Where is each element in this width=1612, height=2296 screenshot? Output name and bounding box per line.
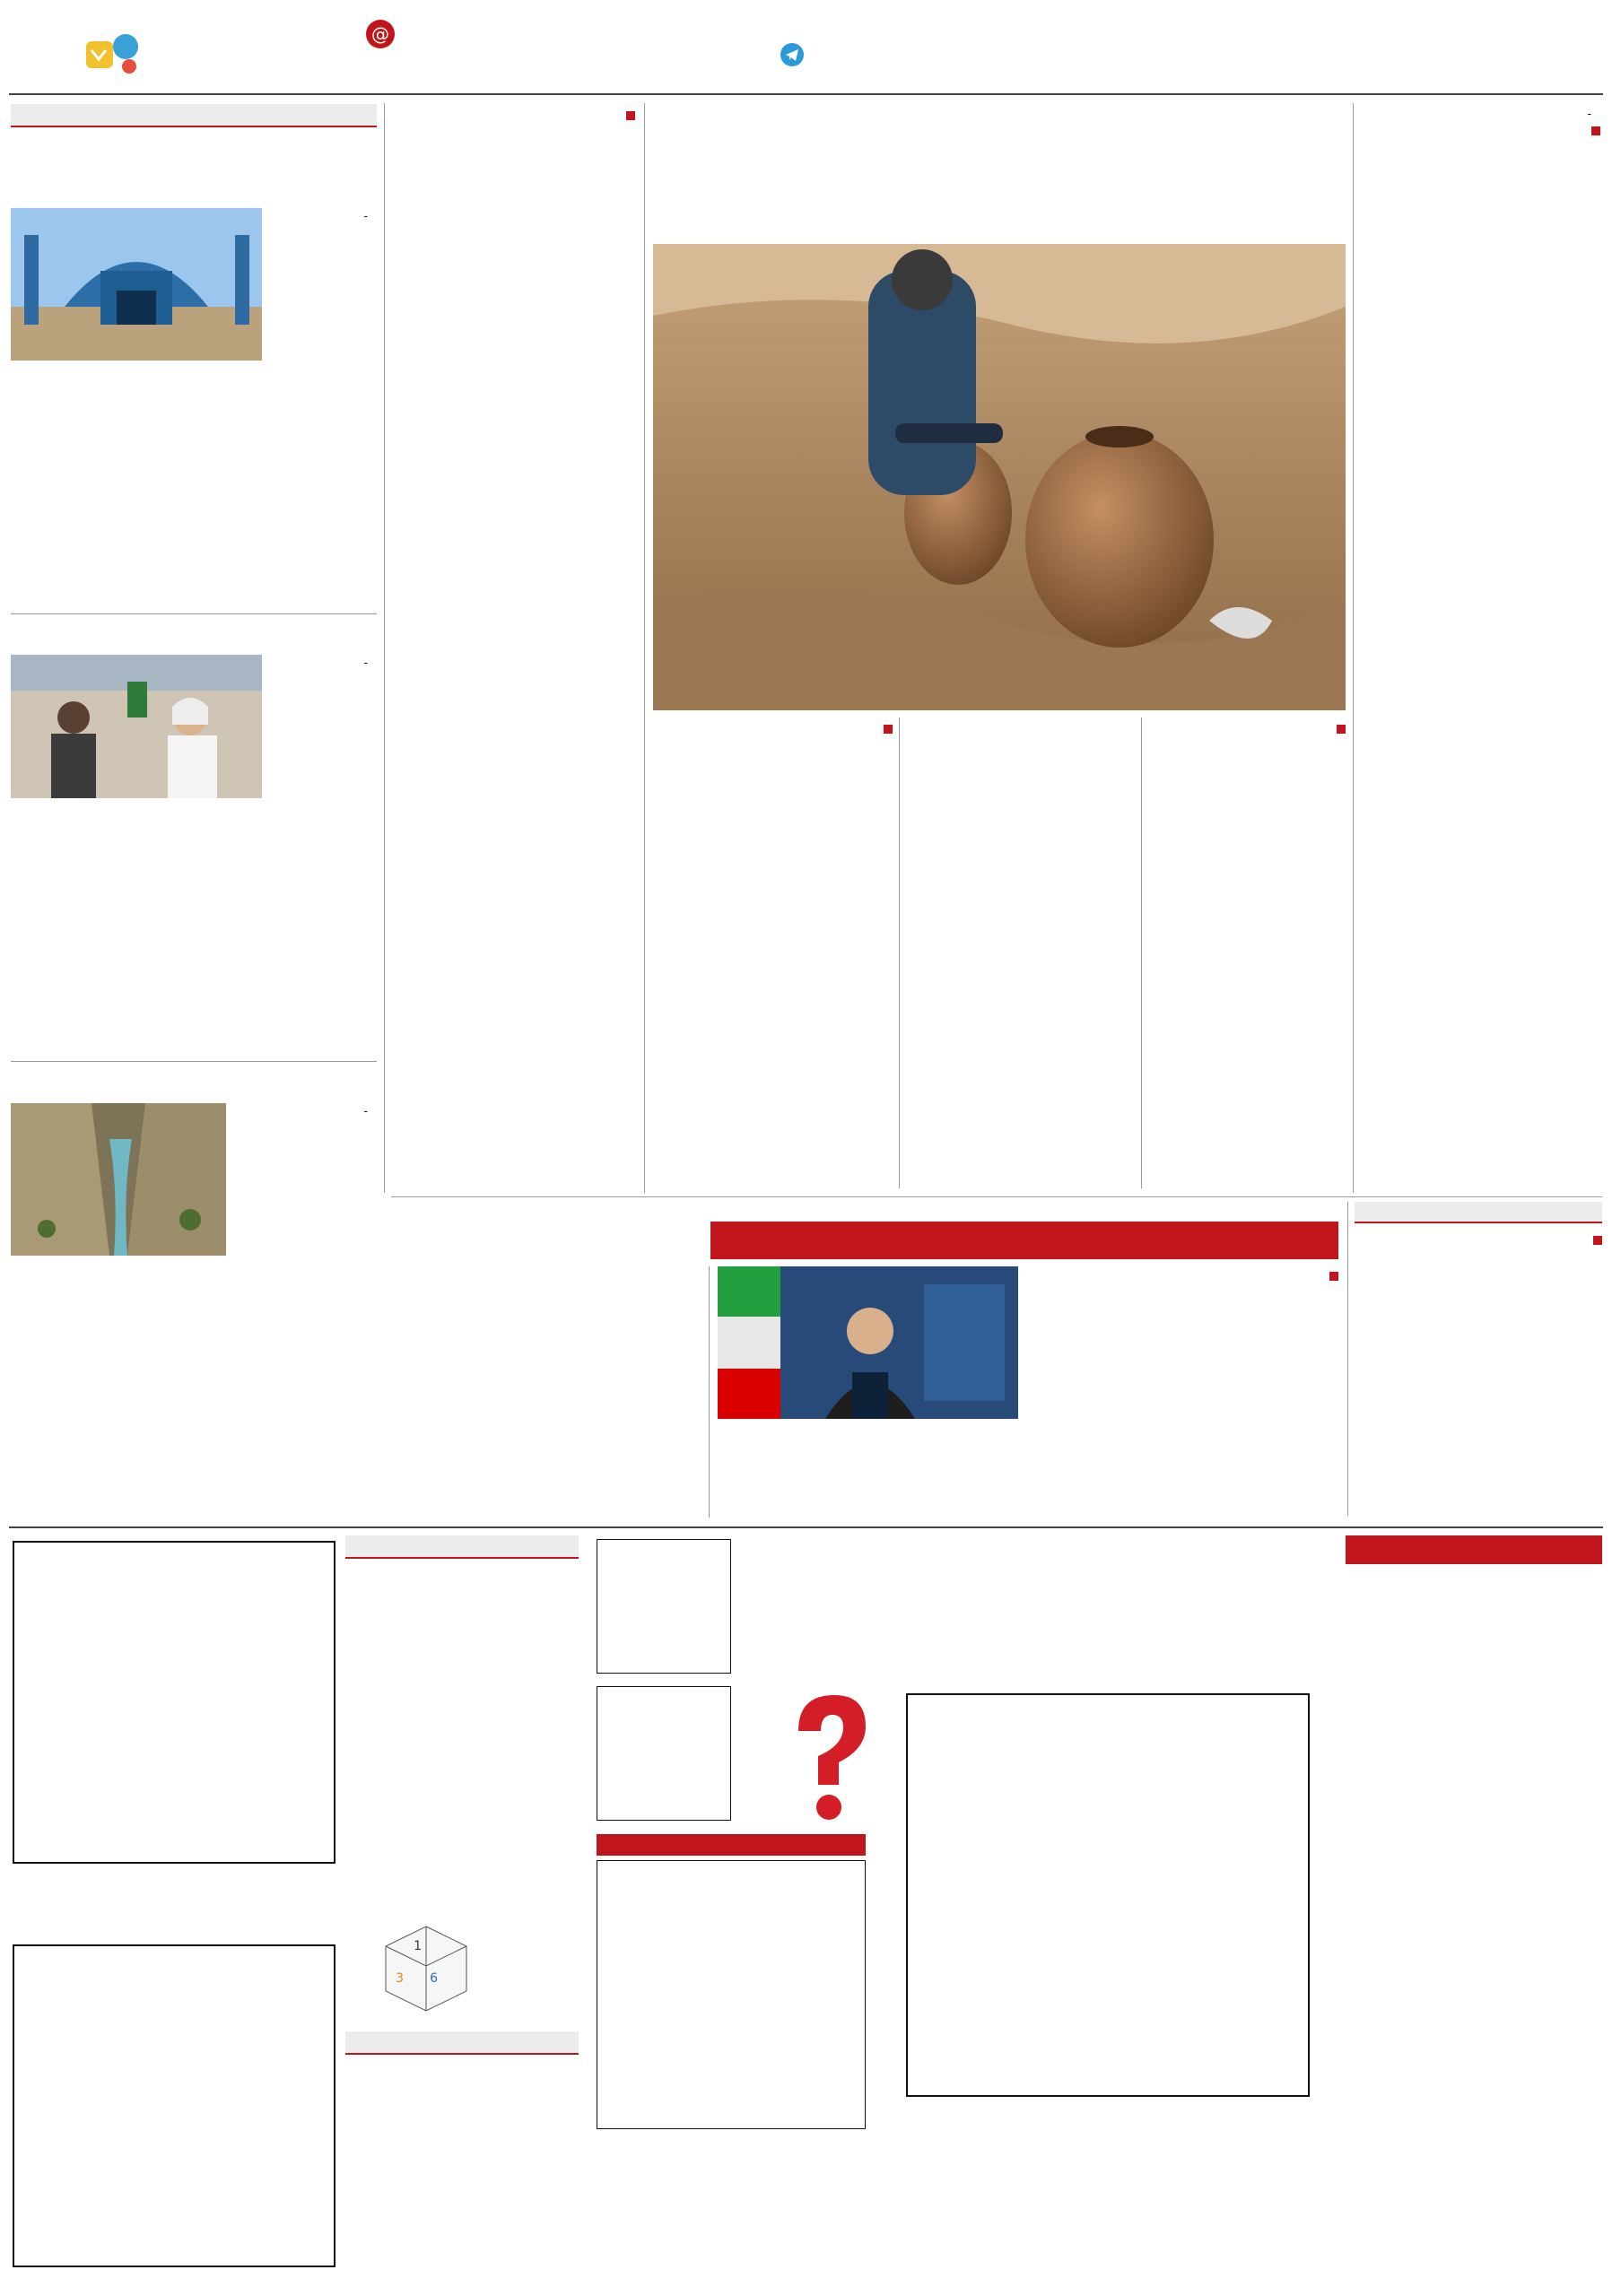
telegram-icon <box>780 43 804 66</box>
subhead-two-points <box>391 111 635 120</box>
news-label <box>11 104 377 127</box>
hard-label <box>345 2031 579 2055</box>
news-2-body: - <box>363 656 368 669</box>
newspaper-logo <box>1274 16 1597 88</box>
excavation-photo <box>653 244 1346 710</box>
easy-label <box>345 1535 579 1559</box>
rules-text <box>345 1647 579 1763</box>
report2-right-col <box>1355 1231 1602 1518</box>
crossword-title <box>1346 1535 1602 1564</box>
crossword-clues <box>1346 1570 1602 2287</box>
svg-text:6: 6 <box>430 1971 438 1986</box>
crossword-col-numbers <box>906 1670 1310 1688</box>
page-number <box>13 23 75 77</box>
svg-text:3: 3 <box>396 1971 404 1986</box>
email-icon: @ <box>366 20 395 48</box>
report2-left-col <box>391 1231 701 1518</box>
hard-solution-grid <box>597 1686 731 1821</box>
cube-icon <box>377 1919 475 2018</box>
kids-icon <box>83 23 145 77</box>
crossword-grid[interactable] <box>906 1693 1310 2097</box>
story-col-4 <box>391 106 635 1191</box>
svg-text:1: 1 <box>414 1939 422 1953</box>
report2-photo-col <box>718 1426 1018 1518</box>
story-col-3 <box>653 719 893 1190</box>
subhead-health-commission <box>1032 1272 1338 1281</box>
crossword-row-numbers <box>1313 1693 1338 2097</box>
subhead-boyerahmad <box>1148 725 1346 734</box>
sudoku-easy-grid[interactable] <box>13 1541 335 1864</box>
subhead-gilan <box>1362 126 1600 135</box>
question-mark-icon <box>771 1686 879 1839</box>
column-divider <box>1353 103 1354 1193</box>
crossword-extra-clues <box>897 1535 1337 1661</box>
report2-label <box>1355 1202 1602 1223</box>
report2-headline <box>710 1222 1338 1259</box>
minister-photo <box>718 1266 1018 1419</box>
answer-grid <box>597 1860 866 2129</box>
subhead-roots <box>653 725 893 734</box>
easy-solution-grid <box>597 1539 731 1674</box>
sudoku-about-text <box>345 2136 579 2262</box>
report2-mid-col <box>1032 1266 1338 1518</box>
answer-label <box>597 1834 866 1856</box>
news-1-body: - <box>363 209 368 222</box>
opinion-column: - <box>1362 106 1600 1191</box>
subhead-expectations <box>1355 1236 1602 1245</box>
sudoku-hard-grid[interactable] <box>13 1944 335 2267</box>
masthead <box>0 16 1612 90</box>
header-divider <box>9 93 1603 95</box>
story-col-2 <box>906 719 1135 1190</box>
story-col-1 <box>1148 719 1346 1190</box>
news-3-body: - <box>363 1104 368 1118</box>
